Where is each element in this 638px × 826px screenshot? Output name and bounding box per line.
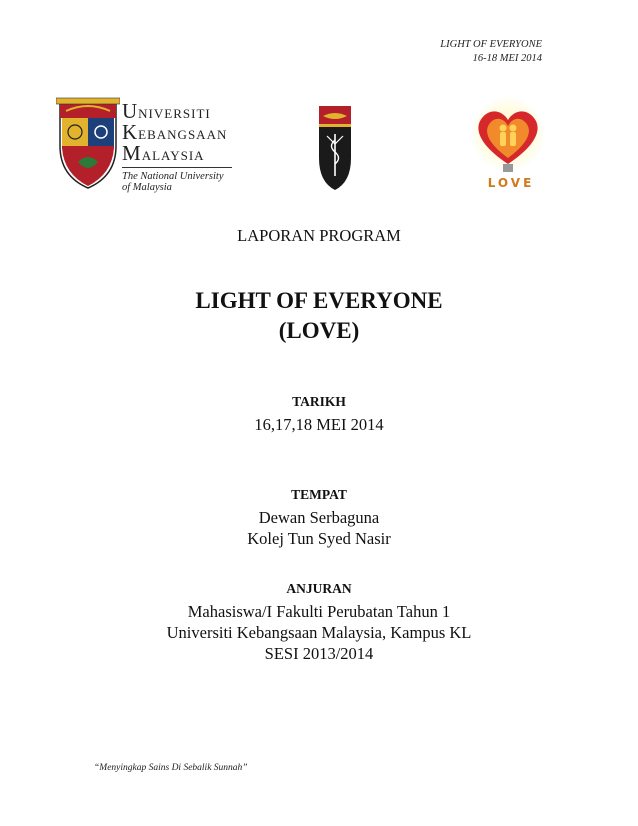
header-date: 16-18 MEI 2014 [472, 53, 542, 64]
ukm-line-3: MALAYSIA [122, 141, 205, 165]
love-wordmark: LOVE [487, 176, 535, 190]
ukm-divider [122, 167, 232, 168]
love-logo [468, 98, 548, 194]
ukm-line-2: KEBANGSAAN [122, 120, 228, 144]
heart-bulb-icon [468, 98, 548, 178]
venue-line-2: Kolej Tun Syed Nasir [247, 529, 391, 548]
organizer-line-3: SESI 2013/2014 [264, 644, 374, 663]
organizer-line-1: Mahasiswa/I Fakulti Perubatan Tahun 1 [187, 602, 451, 621]
date-section [0, 394, 638, 435]
program-title-line-2: (LOVE) [278, 318, 360, 343]
venue-section [0, 487, 638, 549]
ukm-crest-icon [56, 96, 120, 192]
venue-label: TEMPAT [291, 487, 347, 502]
organizer-section [0, 581, 638, 664]
organizer-line-2: Universiti Kebangsaan Malaysia, Kampus KL [166, 623, 472, 642]
date-label: TARIKH [292, 394, 346, 409]
program-title [0, 286, 638, 346]
ukm-line-1: UNIVERSITI [122, 99, 211, 123]
faculty-shield-icon [316, 100, 354, 192]
ukm-wordmark [122, 99, 234, 193]
date-value: 16,17,18 MEI 2014 [254, 415, 384, 434]
ukm-subtitle-2: of Malaysia [122, 182, 172, 193]
report-heading: LAPORAN PROGRAM [237, 226, 401, 245]
ukm-logo [56, 96, 236, 192]
organizer-label: ANJURAN [286, 581, 352, 596]
faculty-crest [316, 100, 354, 192]
ukm-subtitle-1: The National University [122, 171, 224, 182]
venue-line-1: Dewan Serbaguna [258, 508, 380, 527]
header-title: LIGHT OF EVERYONE [440, 39, 542, 50]
running-header [440, 38, 542, 66]
program-title-line-1: LIGHT OF EVERYONE [195, 288, 443, 313]
footer-motto: “Menyingkap Sains Di Sebalik Sunnah” [94, 763, 248, 773]
